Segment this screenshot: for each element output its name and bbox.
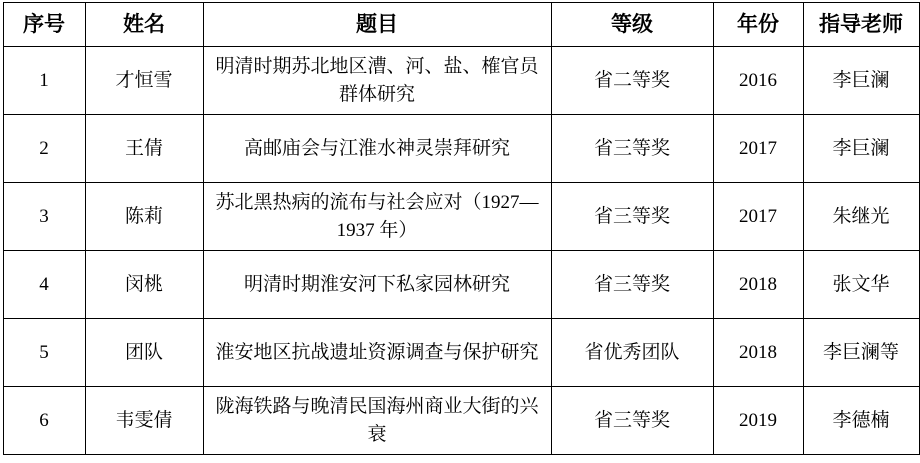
cell-name: 闵桃	[85, 251, 203, 319]
cell-year: 2018	[713, 251, 803, 319]
cell-year: 2018	[713, 319, 803, 387]
cell-teacher: 李巨澜等	[803, 319, 919, 387]
table-row	[3, 319, 919, 387]
cell-level: 省二等奖	[551, 47, 713, 115]
cell-title: 高邮庙会与江淮水神灵崇拜研究	[203, 115, 551, 183]
column-header-year: 年份	[713, 3, 803, 47]
cell-level: 省优秀团队	[551, 319, 713, 387]
cell-title: 明清时期苏北地区漕、河、盐、榷官员群体研究	[203, 47, 551, 115]
cell-teacher: 朱继光	[803, 183, 919, 251]
cell-name: 王倩	[85, 115, 203, 183]
table-header	[3, 3, 919, 47]
cell-index: 4	[3, 251, 85, 319]
cell-year: 2017	[713, 115, 803, 183]
table-row	[3, 387, 919, 455]
cell-year: 2016	[713, 47, 803, 115]
cell-title: 明清时期淮安河下私家园林研究	[203, 251, 551, 319]
cell-teacher: 李德楠	[803, 387, 919, 455]
cell-index: 1	[3, 47, 85, 115]
cell-teacher: 张文华	[803, 251, 919, 319]
cell-year: 2019	[713, 387, 803, 455]
cell-name: 团队	[85, 319, 203, 387]
cell-level: 省三等奖	[551, 183, 713, 251]
column-header-name: 姓名	[85, 3, 203, 47]
table-row	[3, 47, 919, 115]
cell-index: 6	[3, 387, 85, 455]
cell-year: 2017	[713, 183, 803, 251]
cell-index: 5	[3, 319, 85, 387]
table-header-row	[3, 3, 919, 47]
cell-teacher: 李巨澜	[803, 47, 919, 115]
cell-title: 淮安地区抗战遗址资源调查与保护研究	[203, 319, 551, 387]
column-header-teacher: 指导老师	[803, 3, 919, 47]
cell-name: 韦雯倩	[85, 387, 203, 455]
table-row	[3, 251, 919, 319]
cell-level: 省三等奖	[551, 115, 713, 183]
cell-title: 陇海铁路与晚清民国海州商业大街的兴衰	[203, 387, 551, 455]
cell-level: 省三等奖	[551, 387, 713, 455]
table-row	[3, 183, 919, 251]
column-header-level: 等级	[551, 3, 713, 47]
column-header-index: 序号	[3, 3, 85, 47]
cell-level: 省三等奖	[551, 251, 713, 319]
table-body	[3, 47, 919, 455]
column-header-title: 题目	[203, 3, 551, 47]
cell-teacher: 李巨澜	[803, 115, 919, 183]
cell-index: 2	[3, 115, 85, 183]
cell-name: 才恒雪	[85, 47, 203, 115]
awards-table	[3, 2, 920, 455]
cell-name: 陈莉	[85, 183, 203, 251]
cell-title: 苏北黑热病的流布与社会应对（1927—1937 年）	[203, 183, 551, 251]
cell-index: 3	[3, 183, 85, 251]
table-row	[3, 115, 919, 183]
